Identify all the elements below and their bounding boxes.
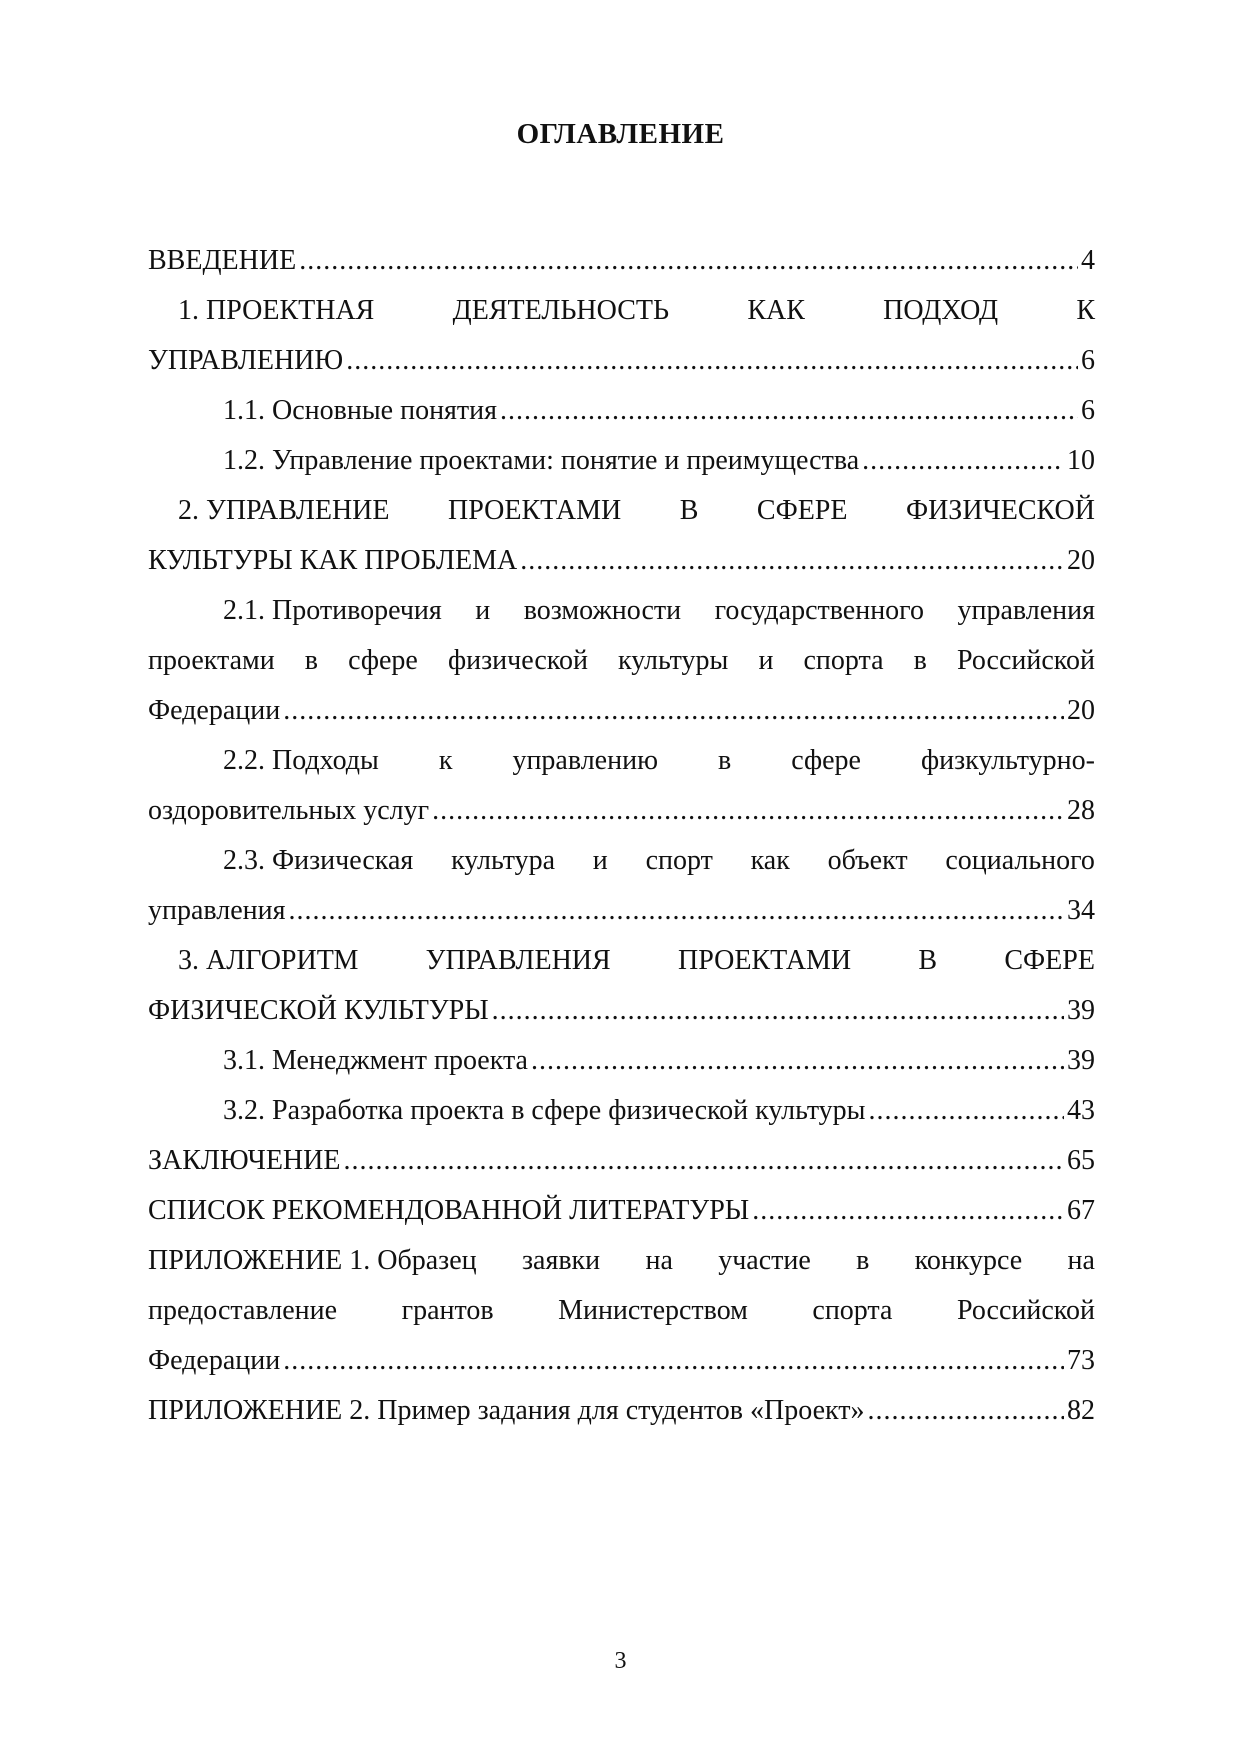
page-number: 3 [614, 1648, 627, 1674]
toc-entry-s23-line1[interactable] [148, 836, 1095, 886]
toc-word: СФЕРЕ [756, 495, 848, 526]
dot-leader [299, 236, 1078, 286]
toc-word: спорт [645, 845, 713, 876]
toc-word: и [758, 645, 774, 676]
toc-entry-s11[interactable] [148, 386, 1095, 436]
toc-page-number: 20 [1067, 545, 1095, 576]
toc-entry-ch2-line2[interactable] [148, 536, 1095, 586]
toc-page-number: 65 [1067, 1145, 1095, 1176]
toc-entry-title: СПИСОК РЕКОМЕНДОВАННОЙ ЛИТЕРАТУРЫ [148, 1195, 750, 1226]
toc-entry-title: 1.2. Управление проектами: понятие и преимущества [223, 445, 860, 476]
toc-entry-title: Федерации [148, 695, 281, 726]
toc-word: Российской [956, 645, 1095, 676]
toc-word: 1. ПРОЕКТНАЯ [178, 295, 375, 326]
dot-leader [289, 886, 1064, 936]
toc-word: объект [827, 845, 908, 876]
toc-word: ДЕЯТЕЛЬНОСТЬ [452, 295, 670, 326]
toc-word: физкультурно- [920, 745, 1095, 776]
toc-entry-app2[interactable] [148, 1386, 1095, 1436]
table-of-contents [148, 236, 1095, 1436]
toc-page-number: 10 [1067, 445, 1095, 476]
toc-word: культура [451, 845, 556, 876]
dot-leader [283, 686, 1064, 736]
toc-word: грантов [401, 1295, 494, 1326]
toc-entry-title: ПРИЛОЖЕНИЕ 2. Пример задания для студентов «Проект» [148, 1395, 865, 1426]
toc-word: Министерством [558, 1295, 748, 1326]
toc-entry-title: 1.1. Основные понятия [223, 395, 498, 426]
toc-entry-literature[interactable] [148, 1186, 1095, 1236]
toc-entry-title: управления [148, 895, 286, 926]
toc-entry-title: КУЛЬТУРЫ КАК ПРОБЛЕМА [148, 545, 518, 576]
dot-leader [520, 536, 1064, 586]
toc-word: В [918, 945, 938, 976]
dot-leader [752, 1186, 1064, 1236]
toc-word: проектами [148, 645, 275, 676]
toc-word: конкурсе [914, 1245, 1023, 1276]
toc-word: В [679, 495, 699, 526]
dot-leader [867, 1386, 1064, 1436]
toc-entry-app1-line2[interactable] [148, 1286, 1095, 1336]
toc-entry-title: ЗАКЛЮЧЕНИЕ [148, 1145, 341, 1176]
toc-entry-title: оздоровительных услуг [148, 795, 430, 826]
toc-page-number: 6 [1081, 345, 1095, 376]
dot-leader [432, 786, 1064, 836]
toc-word: как [750, 845, 790, 876]
dot-leader [869, 1086, 1065, 1136]
toc-word: к [438, 745, 453, 776]
toc-entry-title: ФИЗИЧЕСКОЙ КУЛЬТУРЫ [148, 995, 489, 1026]
toc-entry-title: 3.1. Менеджмент проекта [223, 1045, 528, 1076]
page-title: ОГЛАВЛЕНИЕ [516, 118, 725, 150]
toc-word: государственного [714, 595, 924, 626]
toc-word: возможности [523, 595, 682, 626]
toc-word: предоставление [148, 1295, 338, 1326]
toc-word: спорта [812, 1295, 893, 1326]
dot-leader [862, 436, 1064, 486]
toc-entry-s31[interactable] [148, 1036, 1095, 1086]
toc-word: в [717, 745, 732, 776]
dot-leader [283, 1336, 1064, 1386]
toc-word: участие [718, 1245, 811, 1276]
dot-leader [500, 386, 1078, 436]
toc-word: КАК [747, 295, 805, 326]
toc-entry-ch1-line2[interactable] [148, 336, 1095, 386]
toc-entry-ch3-line2[interactable] [148, 986, 1095, 1036]
toc-entry-title: 3.2. Разработка проекта в сфере физической культуры [223, 1095, 866, 1126]
toc-page-number: 6 [1081, 395, 1095, 426]
toc-word: сфере [348, 645, 418, 676]
toc-word: ПОДХОД [883, 295, 999, 326]
toc-word: и [592, 845, 608, 876]
toc-word: СФЕРЕ [1004, 945, 1095, 976]
toc-page-number: 73 [1067, 1345, 1095, 1376]
toc-entry-ch1-line1[interactable] [148, 286, 1095, 336]
toc-word: в [913, 645, 927, 676]
toc-entry-ch2-line1[interactable] [148, 486, 1095, 536]
toc-word: культуры [618, 645, 729, 676]
toc-entry-s22-line1[interactable] [148, 736, 1095, 786]
toc-word: ПРОЕКТАМИ [677, 945, 852, 976]
toc-word: и [475, 595, 491, 626]
toc-word: на [645, 1245, 673, 1276]
toc-word: управления [957, 595, 1095, 626]
toc-word: ПРОЕКТАМИ [448, 495, 622, 526]
toc-word: 2.1. Противоречия [223, 595, 442, 626]
toc-entry-title: ВВЕДЕНИЕ [148, 245, 297, 276]
toc-entry-app1-line1[interactable] [148, 1236, 1095, 1286]
toc-entry-s32[interactable] [148, 1086, 1095, 1136]
toc-word: УПРАВЛЕНИЯ [425, 945, 611, 976]
toc-entry-s22-line2[interactable] [148, 786, 1095, 836]
toc-entry-s21-line1[interactable] [148, 586, 1095, 636]
toc-entry-intro[interactable] [148, 236, 1095, 286]
toc-entry-title: Федерации [148, 1345, 281, 1376]
toc-entry-s21-line3[interactable] [148, 686, 1095, 736]
toc-page-number: 43 [1067, 1095, 1095, 1126]
toc-word: К [1076, 295, 1095, 326]
toc-page-number: 67 [1067, 1195, 1095, 1226]
dot-leader [343, 1136, 1064, 1186]
dot-leader [531, 1036, 1064, 1086]
toc-page-number: 82 [1067, 1395, 1095, 1426]
toc-page-number: 39 [1067, 995, 1095, 1026]
toc-word: на [1067, 1245, 1095, 1276]
toc-entry-app1-line3[interactable] [148, 1336, 1095, 1386]
toc-word: физической [447, 645, 588, 676]
toc-word: Российской [956, 1295, 1095, 1326]
toc-page-number: 20 [1067, 695, 1095, 726]
toc-word: ФИЗИЧЕСКОЙ [905, 495, 1095, 526]
toc-word: 2. УПРАВЛЕНИЕ [178, 495, 390, 526]
toc-word: сфере [791, 745, 861, 776]
toc-page-number: 34 [1067, 895, 1095, 926]
toc-word: 2.3. Физическая [223, 845, 414, 876]
toc-word: заявки [521, 1245, 601, 1276]
toc-word: социального [945, 845, 1095, 876]
toc-entry-s23-line2[interactable] [148, 886, 1095, 936]
dot-leader [346, 336, 1078, 386]
toc-word: 2.2. Подходы [223, 745, 379, 776]
toc-entry-s12[interactable] [148, 436, 1095, 486]
toc-word: ПРИЛОЖЕНИЕ 1. Образец [148, 1245, 477, 1276]
toc-word: в [304, 645, 319, 676]
toc-word: в [856, 1245, 870, 1276]
toc-entry-conclusion[interactable] [148, 1136, 1095, 1186]
toc-page-number: 4 [1081, 245, 1095, 276]
toc-word: 3. АЛГОРИТМ [178, 945, 359, 976]
toc-entry-ch3-line1[interactable] [148, 936, 1095, 986]
dot-leader [492, 986, 1064, 1036]
toc-entry-s21-line2[interactable] [148, 636, 1095, 686]
toc-word: спорта [803, 645, 884, 676]
toc-word: управлению [512, 745, 658, 776]
toc-page-number: 39 [1067, 1045, 1095, 1076]
toc-page-number: 28 [1067, 795, 1095, 826]
toc-entry-title: УПРАВЛЕНИЮ [148, 345, 344, 376]
